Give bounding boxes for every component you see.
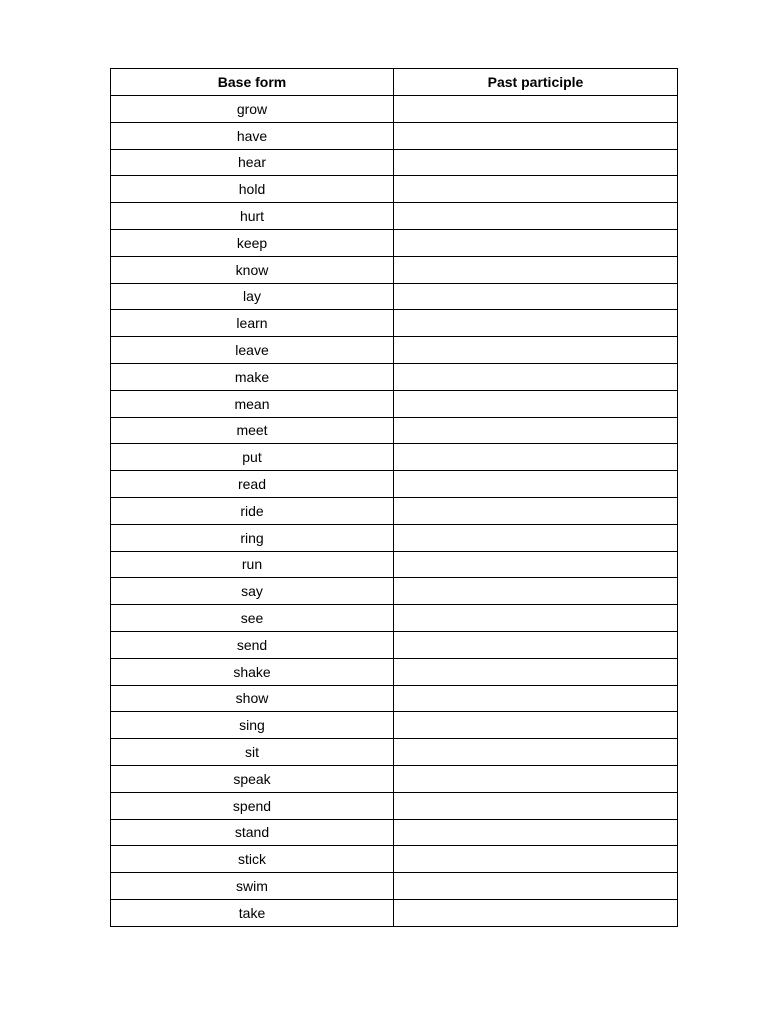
table-row (111, 363, 678, 390)
past-participle-cell (394, 203, 678, 230)
base-form-cell: swim (111, 873, 394, 900)
past-participle-cell (394, 765, 678, 792)
table-row (111, 739, 678, 766)
base-form-cell: speak (111, 765, 394, 792)
past-participle-cell (394, 899, 678, 926)
header-row (111, 69, 678, 96)
table-row (111, 712, 678, 739)
base-form-cell: take (111, 899, 394, 926)
table-row (111, 685, 678, 712)
base-form-cell: have (111, 122, 394, 149)
base-form-header: Base form (111, 69, 394, 96)
past-participle-cell (394, 96, 678, 123)
table-row (111, 203, 678, 230)
table-row (111, 631, 678, 658)
past-participle-cell (394, 337, 678, 364)
base-form-cell: know (111, 256, 394, 283)
base-form-cell: hear (111, 149, 394, 176)
base-form-cell: grow (111, 96, 394, 123)
base-form-cell: show (111, 685, 394, 712)
past-participle-cell (394, 578, 678, 605)
base-form-cell: learn (111, 310, 394, 337)
past-participle-cell (394, 631, 678, 658)
table-row (111, 497, 678, 524)
past-participle-cell (394, 846, 678, 873)
past-participle-cell (394, 497, 678, 524)
table-row (111, 256, 678, 283)
table-row (111, 524, 678, 551)
table-header (111, 69, 678, 96)
table-row (111, 149, 678, 176)
past-participle-cell (394, 605, 678, 632)
table-row (111, 551, 678, 578)
table-row (111, 283, 678, 310)
table-row (111, 417, 678, 444)
past-participle-cell (394, 310, 678, 337)
table-row (111, 873, 678, 900)
table-row (111, 792, 678, 819)
table-row (111, 846, 678, 873)
past-participle-cell (394, 229, 678, 256)
past-participle-cell (394, 149, 678, 176)
base-form-cell: say (111, 578, 394, 605)
table-row (111, 310, 678, 337)
past-participle-header: Past participle (394, 69, 678, 96)
past-participle-cell (394, 551, 678, 578)
base-form-cell: spend (111, 792, 394, 819)
verb-table (110, 68, 678, 927)
table-row (111, 96, 678, 123)
base-form-cell: sing (111, 712, 394, 739)
base-form-cell: stick (111, 846, 394, 873)
past-participle-cell (394, 417, 678, 444)
past-participle-cell (394, 873, 678, 900)
base-form-cell: leave (111, 337, 394, 364)
table-row (111, 444, 678, 471)
base-form-cell: stand (111, 819, 394, 846)
past-participle-cell (394, 471, 678, 498)
past-participle-cell (394, 390, 678, 417)
base-form-cell: lay (111, 283, 394, 310)
past-participle-cell (394, 524, 678, 551)
table-row (111, 819, 678, 846)
base-form-cell: make (111, 363, 394, 390)
table-row (111, 658, 678, 685)
table-row (111, 471, 678, 498)
base-form-cell: mean (111, 390, 394, 417)
table-row (111, 337, 678, 364)
past-participle-cell (394, 712, 678, 739)
base-form-cell: read (111, 471, 394, 498)
table-row (111, 605, 678, 632)
base-form-cell: put (111, 444, 394, 471)
base-form-cell: shake (111, 658, 394, 685)
table-body (111, 96, 678, 927)
past-participle-cell (394, 685, 678, 712)
past-participle-cell (394, 819, 678, 846)
past-participle-cell (394, 283, 678, 310)
table-row (111, 229, 678, 256)
past-participle-cell (394, 658, 678, 685)
table-row (111, 765, 678, 792)
base-form-cell: run (111, 551, 394, 578)
base-form-cell: send (111, 631, 394, 658)
base-form-cell: hold (111, 176, 394, 203)
base-form-cell: meet (111, 417, 394, 444)
past-participle-cell (394, 363, 678, 390)
past-participle-cell (394, 739, 678, 766)
table-row (111, 176, 678, 203)
table-row (111, 899, 678, 926)
table-row (111, 578, 678, 605)
base-form-cell: see (111, 605, 394, 632)
past-participle-cell (394, 444, 678, 471)
base-form-cell: ring (111, 524, 394, 551)
base-form-cell: sit (111, 739, 394, 766)
base-form-cell: keep (111, 229, 394, 256)
past-participle-cell (394, 256, 678, 283)
past-participle-cell (394, 792, 678, 819)
table-row (111, 122, 678, 149)
base-form-cell: hurt (111, 203, 394, 230)
base-form-cell: ride (111, 497, 394, 524)
table-row (111, 390, 678, 417)
past-participle-cell (394, 122, 678, 149)
past-participle-cell (394, 176, 678, 203)
